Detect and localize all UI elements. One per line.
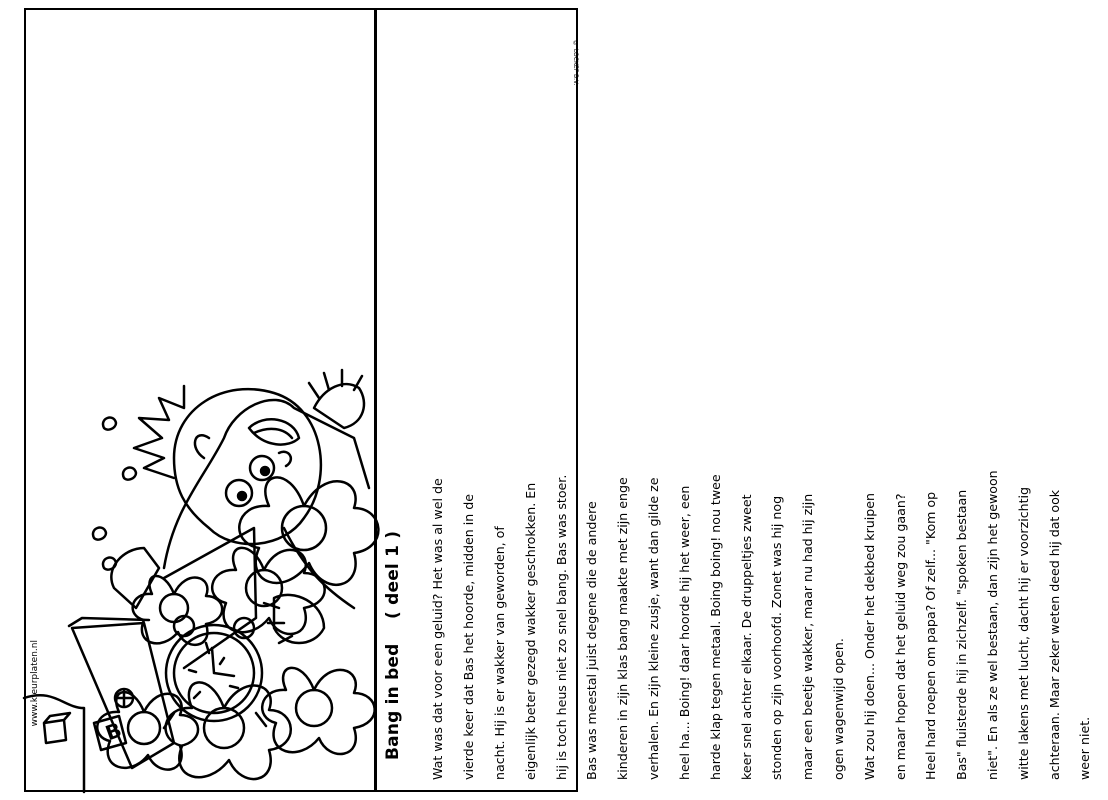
story-line: kinderen in zijn klas bang maakte met zijn enge [615,477,631,780]
story-line: en maar hopen dat het geluid weg zou gaan? [892,493,908,780]
story-title: Bang in bed ( deel 1 ) [383,530,403,760]
story-line: Heel hard roepen om papa? Of zelf... "Kom op [923,491,939,780]
story-line: Bas" fluisterde hij in zichzelf. "spoken bestaan [954,489,970,780]
story-line: weer niet. [1077,716,1093,780]
story-line: ogen wagenwijd open. [830,638,846,780]
panel-divider [374,8,377,792]
story-line: eigenlijk beter gezegd wakker geschrokken. En [522,482,538,780]
story-line: harde klap tegen metaal. Boing boing! nou twee [707,474,723,780]
story-line: heel ha... Boing! daar hoorde hij het weer, een [676,485,692,780]
sweat-drops [93,418,136,570]
story-line: Wat was dat voor een geluid? Het was al wel de [430,478,446,780]
story-line: stonden op zijn voorhoofd. Zonet was hij nog [769,495,785,780]
story-panel [378,8,1093,792]
story-body [415,20,1108,780]
copyright-notice: © LOCKEF B.V. [572,40,579,86]
boy [134,370,364,643]
story-line: hij is toch heus niet zo snel bang. Bas was stoer. [553,474,569,780]
illustration [24,8,374,792]
story-line: maar een beetje wakker, maar nu had hij zijn [800,493,816,780]
toy-block [44,713,70,743]
duvet-flowers [97,477,378,779]
story-line: vierde keer dat Bas het hoorde, midden in de [461,494,477,780]
pennant-letter: B [102,717,125,746]
story-line: achteraan. Maar zeker weten deed hij dat ook [1046,489,1062,780]
story-line: Bas was meestal juist degene die de andere [584,501,600,780]
story-line: niet". En als ze wel bestaan, dan zijn het gewoon [985,470,1001,780]
story-line: Wat zou hij doen... Onder het dekbed kruipen [861,493,877,780]
story-line: keer snel achter elkaar. De druppeltjes zweet [738,494,754,780]
story-line: witte lakens met lucht, dacht hij er voorzichtig [1015,486,1031,780]
website-url[interactable]: www.kleurplaten.nl [30,640,40,727]
story-line: verhalen. En zijn kleine zusje, want dan gilde ze [646,477,662,780]
story-line: nacht. Hij is er wakker van geworden, of [492,526,508,780]
